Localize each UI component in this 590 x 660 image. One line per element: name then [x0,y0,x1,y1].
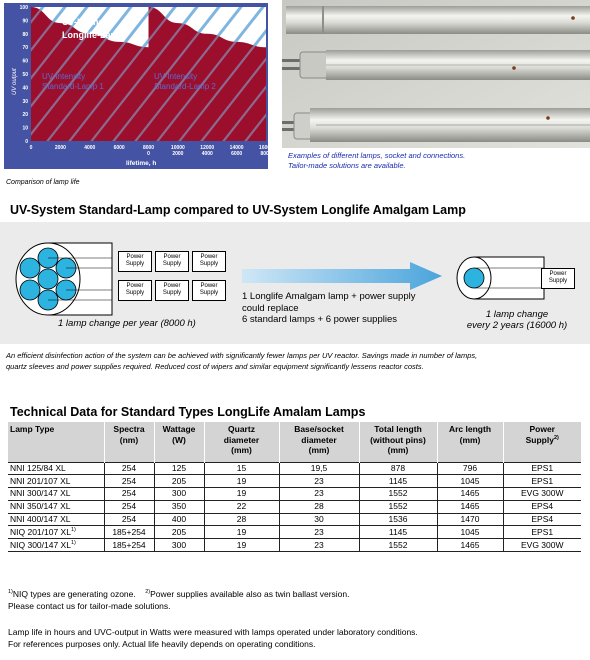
cell-text: 185+254 [112,526,146,537]
cell-quartz [204,513,279,526]
cell-arc [437,462,503,475]
header-text: diameter [223,434,260,445]
cell-power [503,475,581,488]
header-lamp-type [8,422,104,462]
cell-socket [279,526,359,539]
longlife-power-supply-box [541,268,575,289]
cell-power [503,539,581,552]
cell-type [8,513,104,526]
cell-text: 23 [314,488,324,499]
header-wattage [154,422,204,462]
header-text: (nm) [119,434,139,445]
cell-text: NIQ 201/107 XL [10,526,71,537]
replace-arrow [242,262,442,290]
cell-total [359,526,437,539]
table-row [8,526,581,539]
cell-wattage [154,500,204,513]
power-supply-label: Power [200,254,218,260]
power-supply-label: Supply [125,290,145,296]
cell-text: 1552 [388,539,408,550]
cell-power [503,513,581,526]
power-supply-label: Supply [548,278,568,284]
comparison-heading: UV-System Standard-Lamp compared to UV-System Longlife Amalgam Lamp [10,203,466,217]
table-row [8,462,581,475]
x-tick-label: 16000 [259,145,273,151]
x-tick-label: 12000 [200,145,215,151]
y-tick-label: 50 [22,72,28,78]
cell-wattage [154,513,204,526]
cell-type [8,462,104,475]
cell-wattage [154,539,204,552]
cell-text: 205 [171,475,187,486]
lamp-photo [282,0,590,148]
cell-spectra [104,488,154,501]
y-tick-label: 90 [22,18,28,25]
longlife-lamp-diagram [454,254,548,302]
x-tick-label-secondary: 8000 [260,151,272,157]
cell-text: EVG 300W [520,539,564,550]
cell-socket [279,462,359,475]
x-tick-label: 4000 [84,145,96,151]
cell-socket [279,475,359,488]
cell-text: 1536 [388,514,408,525]
cell-text: 1465 [460,501,480,512]
x-tick-label: 8000 [142,145,155,151]
header-text: Quartz [228,424,255,434]
cell-text: 1145 [388,526,408,537]
cell-type [8,488,104,501]
cell-total [359,475,437,488]
footnote-contact: Please contact us for tailor-made solutions. [8,601,171,611]
x-tick-group [30,145,274,157]
footnote-marker: 1) [70,527,76,534]
cell-power [503,526,581,539]
cell-text: EPS1 [531,526,554,537]
cell-text: 254 [121,475,137,486]
cell-wattage [154,462,204,475]
header-text: (mm) [308,445,330,455]
cell-arc [437,488,503,501]
cell-quartz [204,526,279,539]
cell-total [359,500,437,513]
x-axis-label: lifetime, h [126,160,157,167]
header-text: (mm) [387,445,409,455]
cell-socket [279,513,359,526]
cell-text: 350 [171,501,187,512]
header-text: Spectra [113,424,145,434]
power-supply-label: Supply [162,290,182,296]
header-text: Power [529,424,555,434]
header-text: Supply [525,434,554,445]
power-supply-label: Supply [125,261,145,267]
cell-text: NNI 201/107 XL [10,475,71,486]
cell-text: 19 [236,539,247,550]
cell-total [359,513,437,526]
x-tick-label-secondary: 6000 [231,151,243,157]
cell-text: 878 [390,462,406,473]
cell-spectra [104,539,154,552]
y-tick-label: 70 [22,45,28,52]
header-text: diameter [301,434,337,445]
cell-text: EVG 300W [520,488,564,499]
cell-text: 254 [121,488,137,499]
lamp-bundle-diagram [10,237,122,321]
cell-text: NNI 300/147 XL [10,488,71,499]
uv-output-chart [4,3,273,169]
footnote-text: Power supplies available also as twin ballast version. [150,589,350,599]
y-tick-group [20,5,29,145]
stripe-line [0,3,2,143]
power-supply-box [155,251,189,272]
cell-text: NIQ 300/147 XL [10,539,71,550]
cell-text: 254 [121,462,137,473]
technical-data-table [8,422,581,552]
cell-power [503,488,581,501]
power-supply-box [118,280,152,301]
cell-text: 1552 [388,488,408,499]
cell-power [503,462,581,475]
table-heading: Technical Data for Standard Types LongLife Amalam Lamps [10,405,366,419]
cell-text: 28 [236,514,247,525]
table-row [8,475,581,488]
replacement-text-line3: 6 standard lamps + 6 power supplies [242,314,397,325]
segment2-label-line2: Standard-Lamp 2 [154,82,216,91]
efficiency-note-line2: quartz sleeves and power supplies required. Reduced cost of wipers and similar equipment significantly lessens reactor costs. [6,362,424,371]
header-text: Wattage [162,424,196,434]
cell-text: 19 [236,475,247,486]
y-tick-label: 0 [25,139,28,145]
header-text: (mm) [231,445,252,455]
cell-type [8,475,104,488]
cell-quartz [204,488,279,501]
longlife-caption-line2: every 2 years (16000 h) [466,320,568,331]
standard-lamp-caption: 1 lamp change per year (8000 h) [58,318,196,329]
cell-text: EPS4 [531,501,554,512]
cell-text: 1465 [460,539,480,550]
cell-total [359,488,437,501]
replacement-text-line1: 1 Longlife Amalgam lamp + power supply [242,291,416,302]
table-body [8,462,581,552]
header-quartz-diameter [204,422,279,462]
segment2-label-line1: UV-Intensity [154,72,198,81]
stripe-line [0,3,2,143]
photo-caption-line2: Tailor-made solutions are available. [288,161,406,170]
x-tick-label: 0 [29,145,33,151]
cell-arc [437,539,503,552]
cell-text: 400 [171,514,187,525]
cell-text: 1145 [388,475,408,486]
y-tick-label: 40 [22,85,28,92]
cell-text: NNI 350/147 XL [10,501,71,512]
table-header-row [8,422,581,462]
header-socket-diameter [279,422,359,462]
header-text: (W) [172,434,186,445]
power-supply-label: Power [549,271,567,277]
lamp-1 [286,6,590,34]
cell-spectra [104,513,154,526]
cell-text: 300 [171,539,187,550]
cell-arc [437,526,503,539]
cell-text: 205 [171,526,187,537]
cell-text: 19,5 [310,462,328,473]
cell-text: 23 [314,526,324,537]
power-supply-label: Supply [162,261,182,267]
cell-type [8,539,104,552]
cell-text: 1465 [460,488,480,499]
cell-quartz [204,462,279,475]
power-supply-label: Supply [199,261,219,267]
header-text: Arc length [448,424,492,434]
longlife-lamp-caption [452,309,582,331]
cell-text: EPS1 [531,462,554,473]
replacement-text [242,291,415,326]
cell-text: 796 [462,462,478,473]
photo-caption [288,151,465,171]
cell-text: 19 [236,526,247,537]
chart-title-line1: UV-Intensity [62,17,115,27]
segment1-label-line1: UV-Intensity [42,72,86,81]
cell-arc [437,513,503,526]
cell-spectra [104,526,154,539]
footnote-reference: For references purposes only. Actual life heavily depends on operating conditions. [8,639,316,649]
cell-type [8,500,104,513]
footnote-marker: 1) [70,539,76,546]
header-text: Base/socket [294,424,344,434]
x-tick-label-secondary: 2000 [172,151,184,157]
cell-text: 1045 [460,475,480,486]
cell-text: 254 [121,514,137,525]
power-supply-label: Power [126,283,144,289]
cell-socket [279,500,359,513]
cell-quartz [204,539,279,552]
footnote-marker: 1) [8,589,13,596]
cell-type [8,526,104,539]
cell-text: 300 [171,488,187,499]
cell-text: 19 [236,488,247,499]
power-supply-box [192,251,226,272]
header-spectra [104,422,154,462]
power-supply-label: Power [126,254,144,260]
cell-text: 1552 [388,501,408,512]
header-superscript: 2) [553,434,559,441]
header-text: Lamp Type [10,424,55,434]
cell-wattage [154,526,204,539]
cell-text: 23 [314,539,324,550]
segment1-label-line2: Standard-Lamp 1 [42,82,104,91]
cell-total [359,462,437,475]
table-row [8,513,581,526]
cell-text: NNI 400/147 XL [10,514,71,525]
header-total-length [359,422,437,462]
cell-spectra [104,462,154,475]
table-row [8,488,581,501]
cell-text: 1045 [460,526,480,537]
power-supply-box [118,251,152,272]
table-row [8,500,581,513]
footnote-marker: 2) [145,589,151,596]
y-tick-label: 30 [22,98,28,105]
power-supply-label: Supply [199,290,219,296]
cell-socket [279,539,359,552]
cell-text: 28 [314,501,324,512]
x-tick-label-secondary: 4000 [201,151,213,157]
y-tick-label: 80 [22,31,28,38]
footnote-lab-conditions: Lamp life in hours and UVC-output in Watts were measured with lamps operated under laboratory conditions. [8,627,418,637]
y-tick-label: 10 [22,125,28,132]
chart-svg [4,3,273,169]
header-power-supply [503,422,581,462]
y-tick-label: 60 [22,58,28,65]
x-tick-label: 10000 [170,145,185,151]
cell-quartz [204,500,279,513]
longlife-caption-line1: 1 lamp change [485,309,549,320]
header-text: Total length [374,424,422,434]
header-arc-length [437,422,503,462]
cell-quartz [204,475,279,488]
chart-caption: Comparison of lamp life [6,179,80,186]
cell-text: 185+254 [112,539,146,550]
x-tick-label: 6000 [113,145,125,151]
photo-caption-line1: Examples of different lamps, socket and connections. [288,151,466,160]
power-supply-box [155,280,189,301]
y-tick-label: 20 [22,112,28,119]
header-text: (mm) [459,434,481,445]
lamp-3 [282,108,590,142]
x-tick-label: 2000 [54,145,66,151]
efficiency-note-line1: An efficient disinfection action of the system can be achieved with significantly fewer lamps per UV reactor. Savings made in number of lamps, [6,351,478,360]
x-tick-label: 14000 [229,145,244,151]
table-row [8,539,581,552]
power-supply-label: Power [163,254,181,260]
cell-text: 125 [171,462,187,473]
cell-text: 254 [121,501,137,512]
footnote-ozone [8,589,349,601]
cell-text: 1470 [460,514,480,525]
header-text: (without pins) [370,434,426,445]
lamp-2 [282,50,590,80]
cell-text: NNI 125/84 XL [10,462,66,473]
power-supply-label: Power [200,283,218,289]
x-tick-label-secondary: 0 [147,151,150,157]
footnote-text: NIQ types are generating ozone. [12,589,136,599]
efficiency-note [6,350,590,372]
cell-text: 22 [236,501,247,512]
cell-arc [437,500,503,513]
cell-power [503,500,581,513]
cell-wattage [154,488,204,501]
cell-text: 30 [314,514,324,525]
cell-text: EPS4 [531,514,554,525]
cell-text: EPS1 [531,475,554,486]
cell-spectra [104,500,154,513]
cell-socket [279,488,359,501]
cell-arc [437,475,503,488]
power-supply-label: Power [163,283,181,289]
y-axis-label: UV output [12,68,18,95]
power-supply-box [192,280,226,301]
cell-wattage [154,475,204,488]
cell-text: 23 [314,475,324,486]
replacement-text-line2: could replace [242,302,299,314]
cell-total [359,539,437,552]
cell-text: 15 [236,462,247,473]
cell-spectra [104,475,154,488]
chart-title-line2: Longlife-Lamp [62,30,124,40]
y-tick-label: 100 [19,5,28,11]
